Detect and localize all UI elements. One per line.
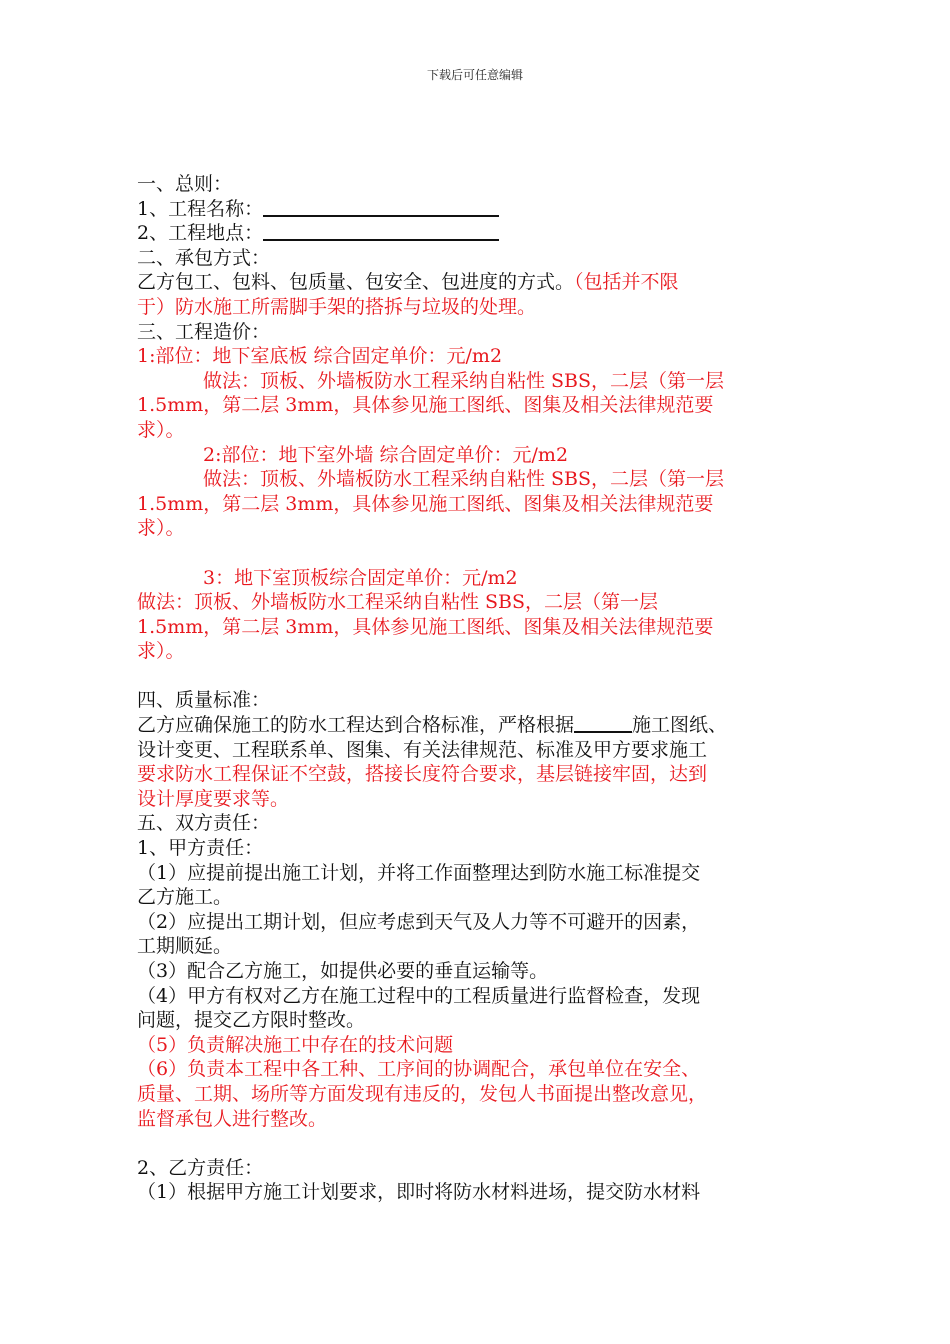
party-a-item2-line2: 工期顺延。 (137, 935, 233, 958)
price-item1-line2: 做法：顶板、外墙板防水工程采纳自粘性 SBS，二层（第一层 (203, 369, 725, 392)
party-a-item6-line2: 质量、工期、场所等方面发现有违反的，发包人书面提出整改意见， (137, 1082, 708, 1105)
price-item2-line2: 做法：顶板、外墙板防水工程采纳自粘性 SBS，二层（第一层 (203, 468, 725, 491)
spacer (137, 541, 817, 566)
project-location-label: 2、工程地点： (137, 222, 264, 245)
price-item3-line1: 3：地下室顶板综合固定单价：元/m2 (203, 566, 518, 589)
party-a-title: 1、甲方责任： (137, 837, 264, 860)
quality-line2: 设计变更、工程联系单、图集、有关法律规范、标准及甲方要求施工 (137, 738, 708, 761)
project-name-row (137, 197, 817, 222)
contract-mode-line1 (137, 270, 817, 295)
party-a-item6-line3: 监督承包人进行整改。 (137, 1107, 328, 1130)
party-a-item6-line1: （6）负责本工程中各工种、工序间的协调配合，承包单位在安全、 (137, 1058, 701, 1081)
quality-text-b: 施工图纸、 (632, 714, 728, 737)
section2-title: 二、承包方式： (137, 246, 271, 269)
contract-mode-line2: 于）防水施工所需脚手架的搭拆与垃圾的处理。 (137, 295, 537, 318)
price-item3-line3: 1.5mm，第二层 3mm，具体参见施工图纸、图集及相关法律规范要 (137, 615, 714, 638)
contract-mode-text: 乙方包工、包料、包质量、包安全、包进度的方式。 (137, 271, 575, 294)
project-location-row (137, 221, 817, 246)
quality-blank (574, 713, 632, 733)
party-b-item1-line1: （1）根据甲方施工计划要求，即时将防水材料进场，提交防水材料 (137, 1181, 701, 1204)
party-a-item5: （5）负责解决施工中存在的技术问题 (137, 1033, 454, 1056)
section3-title: 三、工程造价： (137, 320, 271, 343)
price-item1-line1: 1:部位：地下室底板 综合固定单价：元/m2 (137, 345, 503, 368)
price-item1-line4: 求）。 (137, 418, 185, 441)
section1-title: 一、总则： (137, 173, 233, 195)
price-item2-line1: 2:部位：地下室外墙 综合固定单价：元/m2 (203, 443, 569, 466)
price-item3-line2: 做法：顶板、外墙板防水工程采纳自粘性 SBS，二层（第一层 (137, 591, 659, 614)
section4-title: 四、质量标准： (137, 689, 271, 712)
price-item1-line3: 1.5mm，第二层 3mm，具体参见施工图纸、图集及相关法律规范要 (137, 394, 714, 417)
party-a-item1-line2: 乙方施工。 (137, 886, 233, 909)
quality-line3: 要求防水工程保证不空鼓，搭接长度符合要求，基层链接牢固，达到 (137, 763, 708, 786)
quality-line1 (137, 713, 817, 738)
project-name-label: 1、工程名称： (137, 197, 264, 220)
section5-title: 五、双方责任： (137, 812, 271, 835)
spacer (137, 1131, 817, 1156)
price-item2-line4: 求）。 (137, 517, 185, 540)
project-location-blank (263, 221, 499, 241)
party-b-title: 2、乙方责任： (137, 1156, 264, 1179)
document-body (137, 172, 817, 1205)
project-name-blank (263, 197, 499, 217)
party-a-item3: （3）配合乙方施工，如提供必要的垂直运输等。 (137, 960, 549, 982)
contract-mode-red-text: （包括并不限 (574, 271, 679, 294)
price-item2-line3: 1.5mm，第二层 3mm，具体参见施工图纸、图集及相关法律规范要 (137, 492, 714, 515)
spacer (137, 664, 817, 689)
page-header-note: 下载后可任意编辑 (426, 68, 523, 82)
party-a-item2-line1: （2）应提出工期计划，但应考虑到天气及人力等不可避开的因素， (137, 910, 701, 933)
party-a-item4-line1: （4）甲方有权对乙方在施工过程中的工程质量进行监督检查，发现 (137, 984, 701, 1007)
price-item3-line4: 求）。 (137, 640, 185, 663)
party-a-item4-line2: 问题，提交乙方限时整改。 (137, 1009, 366, 1032)
quality-line4: 设计厚度要求等。 (137, 787, 290, 810)
quality-text-a: 乙方应确保施工的防水工程达到合格标准，严格根据 (137, 714, 575, 737)
party-a-item1-line1: （1）应提前提出施工计划，并将工作面整理达到防水施工标准提交 (137, 861, 701, 884)
